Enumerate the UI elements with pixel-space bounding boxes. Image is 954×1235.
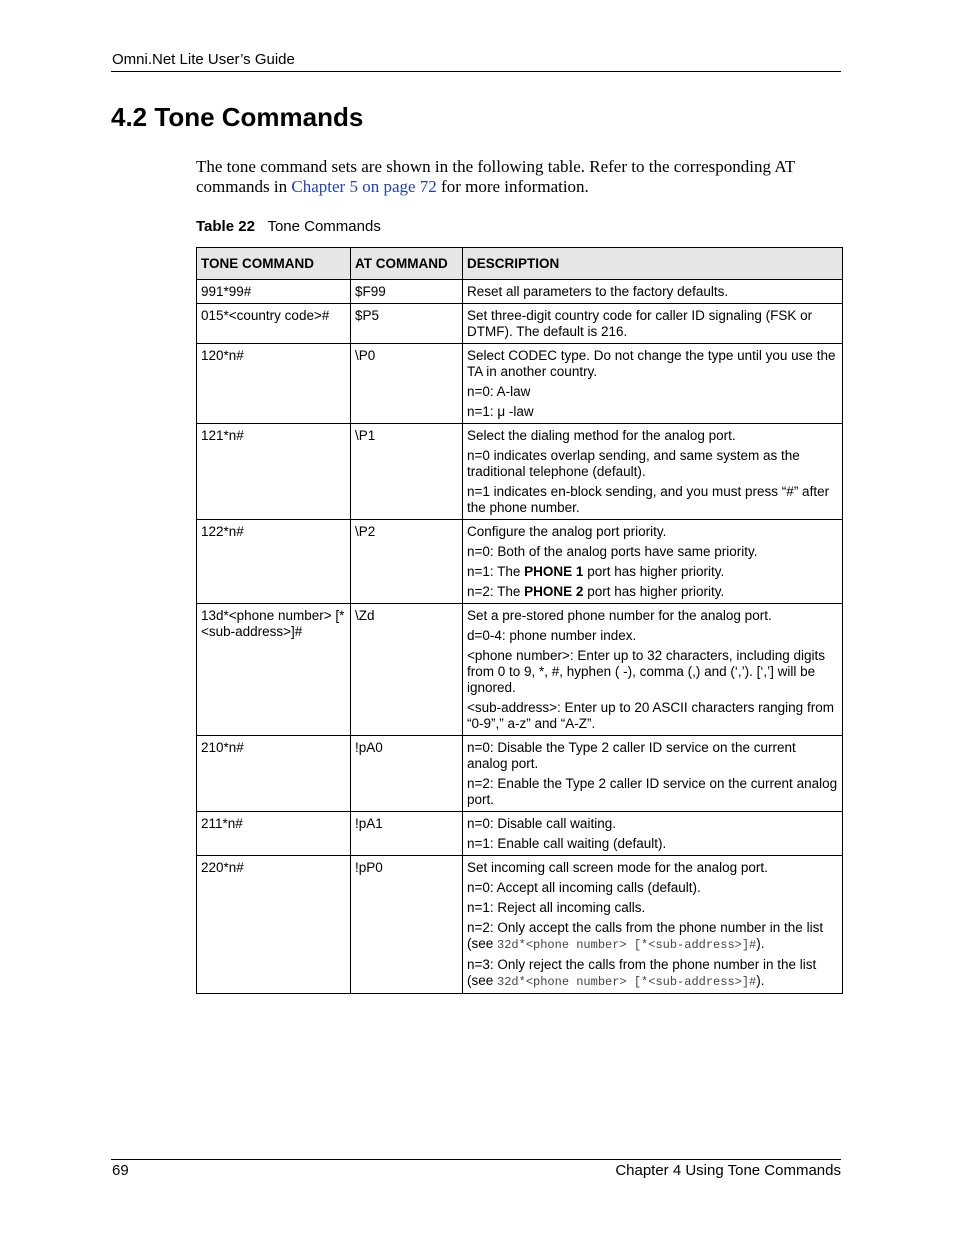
text-segment: n=3: Only reject the calls from the phone number in the list (see bbox=[467, 957, 817, 988]
at-command-cell: $P5 bbox=[351, 304, 463, 344]
description-line: n=1: Reject all incoming calls. bbox=[467, 900, 646, 915]
description-line: n=2: Enable the Type 2 caller ID service on the current analog port. bbox=[467, 776, 838, 807]
page-number: 69 bbox=[112, 1162, 129, 1179]
description-cell bbox=[463, 856, 843, 994]
code-reference: 32d*<phone number> [*<sub-address>]# bbox=[497, 975, 757, 989]
description-line: Set three-digit country code for caller ID signaling (FSK or DTMF). The default is 216. bbox=[467, 308, 813, 339]
description-line: n=0: Both of the analog ports have same priority. bbox=[467, 544, 758, 559]
header-rule bbox=[111, 71, 841, 72]
table-row bbox=[197, 520, 843, 604]
description-cell bbox=[463, 304, 843, 344]
table-row bbox=[197, 736, 843, 812]
table-row bbox=[197, 604, 843, 736]
at-command-cell: \P2 bbox=[351, 520, 463, 604]
description-line: Select the dialing method for the analog port. bbox=[467, 428, 736, 443]
at-command-cell: \P1 bbox=[351, 424, 463, 520]
text-segment: port has higher priority. bbox=[583, 564, 725, 579]
tone-command-cell: 13d*<phone number> [*<sub-address>]# bbox=[197, 604, 351, 736]
table-caption-number: Table 22 bbox=[196, 218, 255, 235]
phone-label: PHONE 2 bbox=[524, 584, 584, 599]
table-row bbox=[197, 424, 843, 520]
description-cell bbox=[463, 604, 843, 736]
description-line: n=1: μ -law bbox=[467, 404, 534, 419]
table-caption bbox=[196, 218, 381, 235]
description-line: <phone number>: Enter up to 32 characters, including digits from 0 to 9, *, #, hyphen ( -), comma (,) and (‘,’). [‘,’] will be ignored. bbox=[467, 648, 825, 695]
at-command-cell: !pA1 bbox=[351, 812, 463, 856]
description-line: d=0-4: phone number index. bbox=[467, 628, 637, 643]
table-row bbox=[197, 812, 843, 856]
table-row bbox=[197, 856, 843, 994]
intro-paragraph bbox=[196, 157, 836, 197]
phone-label: PHONE 1 bbox=[524, 564, 584, 579]
table-header-row bbox=[197, 248, 843, 280]
text-segment: ). bbox=[756, 973, 765, 988]
description-line: <sub-address>: Enter up to 20 ASCII characters ranging from “0-9”,” a-z” and “A-Z”. bbox=[467, 700, 834, 731]
description-line bbox=[467, 584, 838, 600]
description-line: Set a pre-stored phone number for the analog port. bbox=[467, 608, 772, 623]
chapter-link[interactable]: Chapter 5 on page 72 bbox=[291, 177, 437, 196]
at-command-cell: \Zd bbox=[351, 604, 463, 736]
table-row bbox=[197, 304, 843, 344]
text-segment: n=2: The bbox=[467, 584, 525, 599]
table-row bbox=[197, 280, 843, 304]
intro-text: The tone command sets are shown in the following table. Refer to the corresponding AT commands in bbox=[196, 157, 795, 196]
description-line: n=0: Accept all incoming calls (default). bbox=[467, 880, 701, 895]
description-line: Select CODEC type. Do not change the type until you use the TA in another country. bbox=[467, 348, 836, 379]
text-segment: ). bbox=[756, 936, 765, 951]
description-cell bbox=[463, 344, 843, 424]
description-line: Configure the analog port priority. bbox=[467, 524, 667, 539]
description-line: Reset all parameters to the factory defaults. bbox=[467, 284, 729, 299]
header-at-command: AT COMMAND bbox=[351, 248, 463, 280]
description-line: n=1: Enable call waiting (default). bbox=[467, 836, 667, 851]
running-header: Omni.Net Lite User’s Guide bbox=[112, 51, 295, 68]
description-line: n=0: Disable call waiting. bbox=[467, 816, 616, 831]
description-cell bbox=[463, 812, 843, 856]
intro-text-end: for more information. bbox=[436, 177, 589, 196]
text-segment: n=1: The bbox=[467, 564, 525, 579]
tone-command-cell: 120*n# bbox=[197, 344, 351, 424]
description-cell bbox=[463, 280, 843, 304]
table-caption-title: Tone Commands bbox=[267, 218, 381, 235]
chapter-footer: Chapter 4 Using Tone Commands bbox=[615, 1162, 841, 1179]
tone-command-cell: 121*n# bbox=[197, 424, 351, 520]
description-line: n=1 indicates en-block sending, and you must press “#” after the phone number. bbox=[467, 484, 830, 515]
code-reference: 32d*<phone number> [*<sub-address>]# bbox=[497, 938, 757, 952]
header-description: DESCRIPTION bbox=[463, 248, 843, 280]
description-line bbox=[467, 564, 838, 580]
description-cell bbox=[463, 520, 843, 604]
description-line bbox=[467, 920, 838, 953]
tone-command-cell: 220*n# bbox=[197, 856, 351, 994]
description-line: n=0: A-law bbox=[467, 384, 531, 399]
footer-rule bbox=[111, 1159, 841, 1160]
tone-command-cell: 210*n# bbox=[197, 736, 351, 812]
at-command-cell: \P0 bbox=[351, 344, 463, 424]
tone-commands-table bbox=[196, 247, 843, 994]
at-command-cell: !pA0 bbox=[351, 736, 463, 812]
description-line: Set incoming call screen mode for the analog port. bbox=[467, 860, 768, 875]
table-row bbox=[197, 344, 843, 424]
tone-command-cell: 122*n# bbox=[197, 520, 351, 604]
section-title: 4.2 Tone Commands bbox=[111, 102, 364, 132]
text-segment: n=2: Only accept the calls from the phone number in the list (see bbox=[467, 920, 824, 951]
at-command-cell: !pP0 bbox=[351, 856, 463, 994]
at-command-cell: $F99 bbox=[351, 280, 463, 304]
description-line: n=0 indicates overlap sending, and same system as the traditional telephone (default). bbox=[467, 448, 800, 479]
tone-command-cell: 015*<country code># bbox=[197, 304, 351, 344]
description-cell bbox=[463, 424, 843, 520]
header-tone-command: TONE COMMAND bbox=[197, 248, 351, 280]
tone-command-cell: 991*99# bbox=[197, 280, 351, 304]
description-line: n=0: Disable the Type 2 caller ID service on the current analog port. bbox=[467, 740, 796, 771]
description-cell bbox=[463, 736, 843, 812]
text-segment: port has higher priority. bbox=[583, 584, 725, 599]
description-line bbox=[467, 957, 838, 990]
tone-command-cell: 211*n# bbox=[197, 812, 351, 856]
